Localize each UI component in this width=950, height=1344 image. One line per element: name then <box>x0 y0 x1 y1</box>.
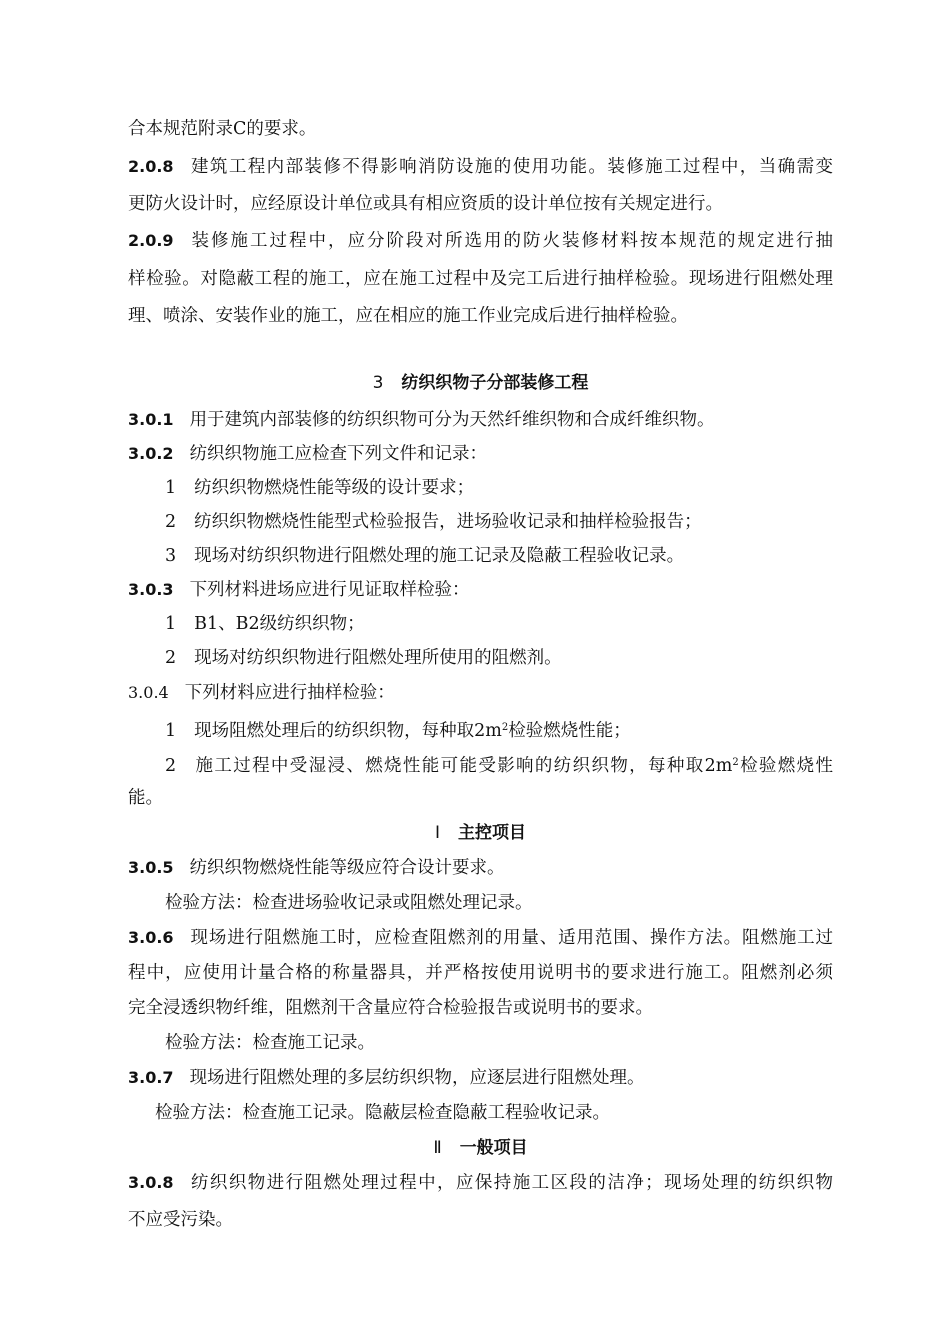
clause-number: 3.0.4 <box>128 683 169 702</box>
text-line: 合本规范附录C的要求。 <box>128 119 317 139</box>
clause-number: 3.0.3 <box>128 580 174 599</box>
clause-number: 2.0.8 <box>128 157 174 176</box>
clause-3-0-3: 3.0.3 下列材料进场应进行见证取样检验： <box>128 580 470 600</box>
text-line: 样检验。对隐蔽工程的施工，应在施工过程中及完工后进行抽样检验。现场进行阻燃处理 <box>128 269 833 289</box>
clause-number: 3.0.1 <box>128 410 174 429</box>
section-heading-3: 3 纺织织物子分部装修工程 <box>372 373 589 393</box>
text-line: 程中，应使用计量合格的称量器具，并严格按使用说明书的要求进行施工。阻燃剂必须 <box>128 963 833 983</box>
text-line: 完全浸透织物纤维，阻燃剂干含量应符合检验报告或说明书的要求。 <box>128 998 653 1018</box>
clause-number: 3.0.2 <box>128 444 174 463</box>
inspection-method: 检验方法：检查进场验收记录或阻燃处理记录。 <box>165 893 533 913</box>
list-item: 1 B1、B2级纺织织物； <box>165 614 365 634</box>
text-line: 能。 <box>128 788 163 808</box>
text-line: 理、喷涂、安装作业的施工，应在相应的施工作业完成后进行抽样检验。 <box>128 306 688 326</box>
clause-number: 3.0.5 <box>128 858 174 877</box>
subsection-heading-main-control: Ⅰ 主控项目 <box>434 823 526 843</box>
clause-3-0-8: 3.0.8 纺织织物进行阻燃处理过程中，应保持施工区段的洁净；现场处理的纺织织物 <box>128 1173 833 1193</box>
text-line: 更防火设计时，应经原设计单位或具有相应资质的设计单位按有关规定进行。 <box>128 194 723 214</box>
clause-3-0-7: 3.0.7 现场进行阻燃处理的多层纺织织物，应逐层进行阻燃处理。 <box>128 1068 645 1088</box>
clause-2-0-9: 2.0.9 装修施工过程中，应分阶段对所选用的防火装修材料按本规范的规定进行抽 <box>128 231 833 251</box>
clause-3-0-1: 3.0.1 用于建筑内部装修的纺织织物可分为天然纤维织物和合成纤维织物。 <box>128 410 715 430</box>
list-item: 2 施工过程中受湿浸、燃烧性能可能受影响的纺织织物，每种取$2m^2$检验燃烧性 <box>165 756 833 776</box>
clause-number: 3.0.6 <box>128 928 174 947</box>
inspection-method: 检验方法：检查施工记录。隐蔽层检查隐蔽工程验收记录。 <box>155 1103 610 1123</box>
list-item: 1 纺织织物燃烧性能等级的设计要求； <box>165 478 475 498</box>
clause-3-0-4: 3.0.4 下列材料应进行抽样检验： <box>128 683 395 703</box>
list-item: 1 现场阻燃处理后的纺织织物，每种取$2m^2$检验燃烧性能； <box>165 721 631 741</box>
clause-number: 3.0.8 <box>128 1173 174 1192</box>
clause-3-0-6: 3.0.6 现场进行阻燃施工时，应检查阻燃剂的用量、适用范围、操作方法。阻燃施工过 <box>128 928 833 948</box>
clause-3-0-5: 3.0.5 纺织织物燃烧性能等级应符合设计要求。 <box>128 858 505 878</box>
list-item: 2 纺织织物燃烧性能型式检验报告，进场验收记录和抽样检验报告； <box>165 512 702 532</box>
clause-number: 2.0.9 <box>128 231 174 250</box>
clause-2-0-8: 2.0.8 建筑工程内部装修不得影响消防设施的使用功能。装修施工过程中，当确需变 <box>128 157 833 177</box>
list-item: 2 现场对纺织织物进行阻燃处理所使用的阻燃剂。 <box>165 648 562 668</box>
inspection-method: 检验方法：检查施工记录。 <box>165 1033 375 1053</box>
clause-number: 3.0.7 <box>128 1068 174 1087</box>
clause-3-0-2: 3.0.2 纺织织物施工应检查下列文件和记录： <box>128 444 488 464</box>
list-item: 3 现场对纺织织物进行阻燃处理的施工记录及隐蔽工程验收记录。 <box>165 546 685 566</box>
subsection-heading-general: Ⅱ 一般项目 <box>433 1138 528 1158</box>
text-line: 不应受污染。 <box>128 1210 233 1230</box>
